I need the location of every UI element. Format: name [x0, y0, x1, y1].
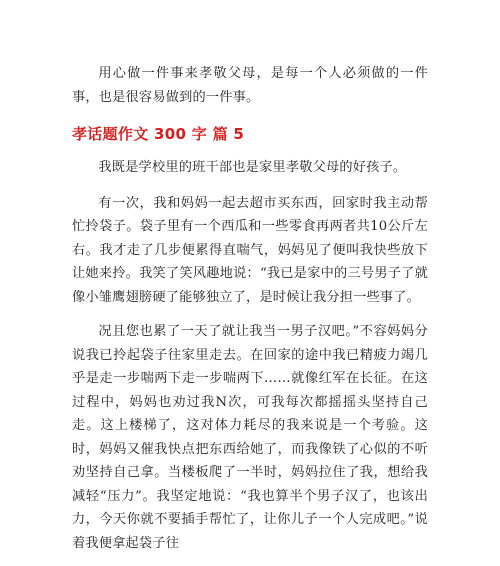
paragraph-2: 有一次，我和妈妈一起去超市买东西，回家时我主动帮忙拎袋子。袋子里有一个西瓜和一些零食再两者共10公斤左右。我才走了几步便累得直喘气，妈妈见了便叫我快些放下让她来拎。我笑了笑风趣地说：“我已是家中的三号男子了就像小雏鹰翅膀硬了能够独立了，是时候让我分担一些事了。 — [72, 195, 428, 305]
document-content — [72, 62, 428, 555]
section-title: 孝话题作文 300 字 篇 5 — [72, 125, 245, 143]
paragraph-3: 况且您也累了一天了就让我当一男子汉吧。”不容妈妈分说我已拎起袋子往家里走去。在回家的途中我已精疲力竭几乎是走一步喘两下走一步喘两下……就像红军在长征。在这过程中，妈妈也劝过我N次，可我每次都摇摇头坚持自己走。这上楼梯了，这对体力耗尽的我来说是一个考验。这时，妈妈又催我快点把东西给她了，而我像铁了心似的不听劝坚持自己拿。当楼板爬了一半时，妈妈拉住了我，想给我减轻“压力”。我坚定地说：“我也算半个男子汉了，也该出力，今天你就不要插手帮忙了，让你儿子一个人完成吧。”说着我便拿起袋子往 — [72, 324, 428, 551]
intro-paragraph: 用心做一件事来孝敬父母，是每一个人必须做的一件事，也是很容易做到的一件事。 — [72, 66, 428, 105]
paragraph-1: 我既是学校里的班干部也是家里孝敬父母的好孩子。 — [98, 160, 407, 175]
